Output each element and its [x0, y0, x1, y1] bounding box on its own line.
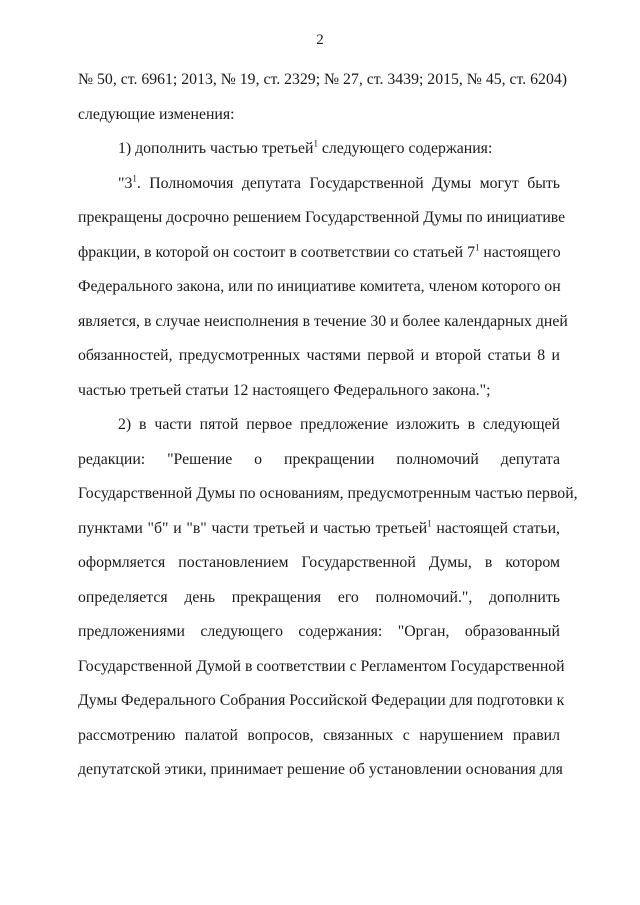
text-segment: пунктами "б" и "в" части третьей и частью третьей [78, 519, 428, 537]
text-line [78, 517, 560, 552]
text-segment: настоящего [479, 243, 561, 261]
text-segment: 1) дополнить частью третьей [118, 140, 314, 157]
text-line: обязанностей, предусмотренных частями первой и второй статьи 8 и [78, 347, 560, 364]
text-line: Федерального закона, или по инициативе комитета, членом которого он [78, 278, 561, 295]
superscript: 1 [427, 518, 432, 529]
text-segment: настоящей статьи, [431, 519, 560, 537]
text-line: оформляется постановлением Государственной Думы, в котором [78, 554, 560, 571]
text-segment: фракции, в которой он состоит в соответствии со статьей 7 [78, 243, 475, 261]
text-line: № 50, ст. 6961; 2013, № 19, ст. 2329; № 27, ст. 3439; 2015, № 45, ст. 6204) [78, 71, 568, 88]
text-line: Государственной Думы по основаниям, предусмотренным частью первой, [78, 485, 578, 502]
text-line: определяется день прекращения его полномочий.", дополнить [78, 588, 560, 606]
text-line [78, 172, 560, 207]
page-number: 2 [316, 32, 324, 48]
text-line: частью третьей статьи 12 настоящего Федерального закона."; [78, 381, 491, 399]
text-line: 2) в части пятой первое предложение изложить в следующей [118, 416, 560, 433]
text-segment: . Полномочия депутата Государственной Думы могут быть [136, 174, 560, 192]
text-line: редакции: "Решение о прекращении полномочий депутата [78, 450, 560, 468]
superscript: 1 [474, 242, 480, 253]
text-line: является, в случае неисполнения в течение 30 и более календарных дней [78, 312, 568, 330]
superscript: 1 [132, 173, 137, 184]
document-body [78, 68, 578, 793]
text-line: Государственной Думой в соответствии с Регламентом Государственной [78, 657, 565, 675]
text-line [78, 137, 560, 172]
superscript: 1 [313, 138, 318, 149]
text-line: предложениями следующего содержания: "Орган, образованный [78, 623, 560, 640]
text-line [78, 241, 560, 276]
text-line: прекращены досрочно решением Государственной Думы по инициативе [78, 209, 566, 226]
text-line: депутатской этики, принимает решение об установлении основания для [78, 761, 563, 778]
text-line: рассмотрению палатой вопросов, связанных с нарушением правил [78, 726, 560, 744]
text-line: следующие изменения: [78, 105, 235, 123]
text-segment: следующего содержания: [317, 140, 493, 157]
text-segment: "3 [118, 174, 133, 192]
text-line: Думы Федерального Собрания Российской Федерации для подготовки к [78, 692, 565, 709]
